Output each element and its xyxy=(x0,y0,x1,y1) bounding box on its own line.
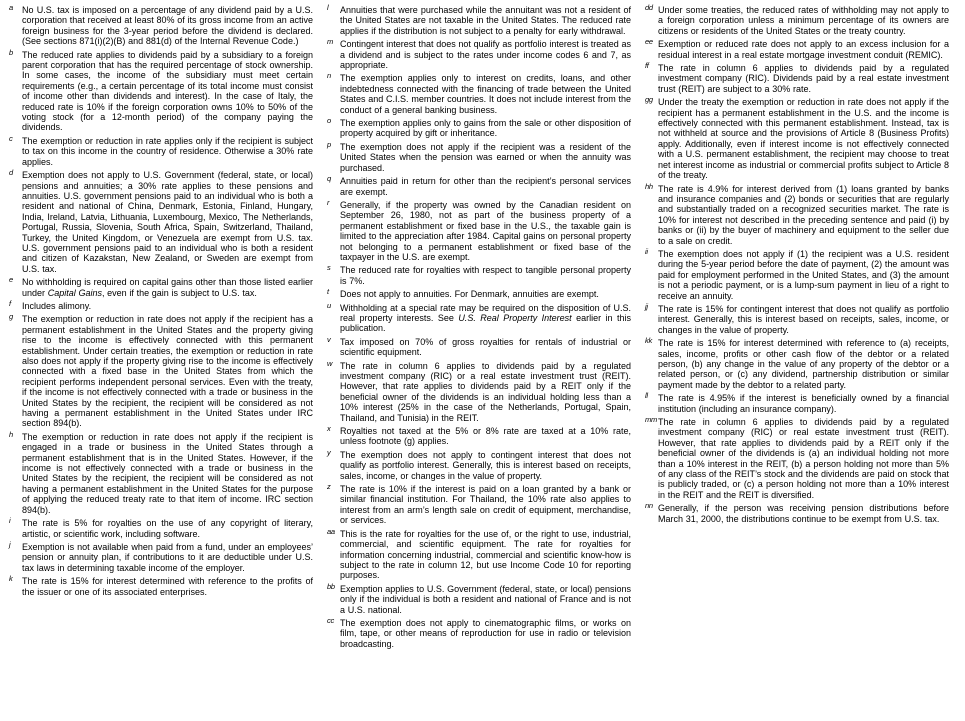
footnote-ll xyxy=(644,393,949,414)
footnote-marker: n xyxy=(327,71,331,81)
footnote-text: Includes alimony. xyxy=(22,300,92,311)
footnote-text: The rate in column 6 applies to dividends paid by a regulated investment company (RIC) or real estate investment trust (REIT). However, that rate applies to dividends paid by a REIT only if the beneficial owner of the dividends is (a) an individual holding not more than a 10% interest in the REIT, (b) a person holding not more than 5% of any class of the REIT’s stock and the dividends are paid on stock that is publicly traded, or (c) a person holding not more than a 10% interest in the REIT and the REIT is diversified. xyxy=(658,417,949,500)
footnote-text: Contingent interest that does not qualify as portfolio interest is treated as a dividend and is subject to the rates under income codes 6 and 7, as appropriate. xyxy=(340,39,631,71)
footnote-marker: gg xyxy=(645,95,653,105)
footnote-ff xyxy=(644,63,949,94)
footnote-text: Exemption or reduced rate does not apply to an excess inclusion for a residual interest in a real estate mortgage investment conduit (REMIC). xyxy=(658,39,949,60)
footnote-text: The exemption or reduction in rate does not apply if the recipient is engaged in a trade or business in the United States through a permanent establishment that is in the United States. However, if the income is not effectively connected with a trade or business in the United States by the recipient, the recipient will be considered as not having a permanent establishment in the United States for the purpose of applying the reduced treaty rate to that item of income. IRC section 894(b). xyxy=(22,431,313,515)
footnote-text: Withholding at a special rate may be required on the disposition of U.S. real property interests. See U.S. Real Property Interest earlier in this publication. xyxy=(340,302,632,334)
footnote-text: Annuities that were purchased while the annuitant was not a resident of the United States are not taxable in the United States. The reduced rate applies if the distribution is not subject to a penalty for early withdrawal. xyxy=(340,5,631,36)
footnote-kk xyxy=(644,338,949,390)
footnote-text: Royalties not taxed at the 5% or 8% rate are taxed at a 10% rate, unless footnote (g) applies. xyxy=(340,426,631,447)
footnote-m xyxy=(326,39,631,70)
footnote-gg xyxy=(644,97,949,180)
footnote-hh xyxy=(644,181,949,246)
footnote-marker: cc xyxy=(327,615,334,625)
footnote-marker: d xyxy=(9,168,13,178)
footnote-x xyxy=(326,426,631,447)
footnote-marker: f xyxy=(9,298,11,308)
footnote-marker: r xyxy=(327,197,330,207)
footnote-marker: a xyxy=(9,3,13,12)
footnote-marker: ee xyxy=(645,37,653,47)
footnote-d xyxy=(8,170,313,274)
footnote-marker: l xyxy=(327,3,329,12)
footnote-text: Generally, if the person was receiving pension distributions before March 31, 2000, the distributions continue to be exempt from U.S. tax. xyxy=(658,503,949,524)
footnote-marker: z xyxy=(327,482,331,492)
footnote-text: Under some treaties, the reduced rates of withholding may not apply to a foreign corporation unless a minimum percentage of its owners are citizens or residents of the United States or the treaty country. xyxy=(658,5,949,36)
footnote-g xyxy=(8,314,313,428)
footnote-ee xyxy=(644,39,949,60)
footnote-marker: c xyxy=(9,133,13,143)
footnote-h xyxy=(8,429,313,515)
footnote-column-2 xyxy=(326,5,631,717)
footnote-text: Annuities paid in return for other than the recipient’s personal services are exempt. xyxy=(340,176,631,197)
footnote-u xyxy=(326,300,632,334)
footnote-marker: o xyxy=(327,116,331,126)
footnote-text: Exemption is not available when paid from a fund, under an employees’ pension or annuity plan, if contributions to it are deductible under U.S. tax laws in determining taxable income of the employer. xyxy=(22,541,313,573)
footnote-cc xyxy=(326,615,631,649)
footnote-marker: jj xyxy=(645,301,648,311)
footnote-q xyxy=(326,176,631,197)
footnote-ii xyxy=(644,246,949,301)
footnote-text: The rate is 4.95% if the interest is beneficially owned by a financial institution (including an insurance company). xyxy=(658,393,949,414)
footnote-text: The exemption does not apply if (1) the recipient was a U.S. resident during the 5-year period before the date of payment, (2) the amount was paid for employment performed in the United States, and (3) the amount is not a periodic payment, or is a lump-sum payment in lieu of a right to receive an annuity. xyxy=(658,248,949,301)
footnote-text: The exemption does not apply to contingent interest that does not qualify as portfolio interest. Generally, this is interest based on receipts, sales, income, or changes in the value of property. xyxy=(340,449,631,481)
footnote-text: The rate is 15% for interest determined with reference to (a) receipts, sales, income, profits or other cash flow of the debtor or a related person, (b) any change in the value of any property of the debtor or a related person, or (c) any dividend, partnership distribution or similar payment made by the debtor to a related party. xyxy=(658,338,949,390)
footnote-t xyxy=(326,289,631,299)
footnote-mm xyxy=(644,417,949,500)
footnote-marker: aa xyxy=(327,526,335,536)
footnote-marker: b xyxy=(9,47,13,57)
footnote-text: The reduced rate for royalties with respect to tangible personal property is 7%. xyxy=(340,265,631,286)
footnote-j xyxy=(8,539,313,573)
footnote-w xyxy=(326,358,631,423)
footnote-column-3 xyxy=(644,5,949,717)
footnote-marker: h xyxy=(9,429,13,439)
footnote-text: The rate in column 6 applies to dividends paid by a regulated investment company (RIC) or a real estate investment trust (REIT). However, that rate applies to dividends paid by a REIT only if the beneficial owner of the dividends is an individual holding less than a 10% interest (25% in the case of the Netherlands, Portugal, Spain, Thailand, and Tunisia) in the REIT. xyxy=(340,360,631,423)
footnote-marker: hh xyxy=(645,181,653,191)
footnote-f xyxy=(8,298,313,311)
footnote-marker: i xyxy=(9,516,11,526)
footnote-marker: ff xyxy=(645,61,649,71)
footnote-text: The rate is 10% if the interest is paid on a loan granted by a bank or similar financial institution. For Thailand, the 10% rate also applies to interest from an arm’s length sale on credit of equipment, merchandise, or services. xyxy=(340,484,631,526)
footnote-marker: m xyxy=(327,37,333,47)
footnote-o xyxy=(326,118,631,139)
footnote-v xyxy=(326,334,631,358)
footnote-text: Tax imposed on 70% of gross royalties for rentals of industrial or scientific equipment. xyxy=(340,336,631,358)
footnote-marker: y xyxy=(327,447,331,457)
footnote-text: The exemption or reduction in rate applies only if the recipient is subject to tax on this income in the country of residence. Otherwise a 30% rate applies. xyxy=(22,135,313,167)
footnote-marker: w xyxy=(327,358,333,368)
footnote-a xyxy=(8,5,313,47)
footnote-marker: j xyxy=(9,539,11,549)
footnote-i xyxy=(8,518,313,539)
footnote-s xyxy=(326,265,631,286)
footnote-column-1 xyxy=(8,5,313,717)
footnote-marker: nn xyxy=(645,501,653,511)
footnote-marker: ii xyxy=(645,246,648,256)
footnote-marker: g xyxy=(9,312,13,322)
footnote-text: The exemption applies only to interest on credits, loans, and other indebtedness connected with the financing of trade between the United States and C.I.S. member countries. It does not include interest from the conduct of a general banking business. xyxy=(340,73,631,115)
footnote-text: The rate in column 6 applies to dividends paid by a regulated investment company (RIC). Dividends paid by a real estate investment trust (REIT) are subject to a 30% rate. xyxy=(658,63,949,94)
footnote-text: Exemption applies to U.S. Government (federal, state, or local) pensions only if the individual is both a resident and national of France and is not a U.S. national. xyxy=(340,583,631,615)
footnote-z xyxy=(326,484,631,526)
footnote-marker: bb xyxy=(327,581,335,591)
footnote-k xyxy=(8,576,313,597)
footnote-text: The rate is 15% for contingent interest that does not qualify as portfolio interest. Generally, this is interest based on receipts, sales, income, or changes in the value of property. xyxy=(658,303,949,335)
footnote-text: No withholding is required on capital gains other than those listed earlier under Capital Gains, even if the gain is subject to U.S. tax. xyxy=(22,277,313,298)
footnote-text: No U.S. tax is imposed on a percentage of any dividend paid by a U.S. corporation that received at least 80% of its gross income from an active foreign business for the 3-year period before the dividend is declared. (See sections 871(i)(2)(B) and 881(d) of the Internal Revenue Code.) xyxy=(22,5,313,47)
footnote-text: Exemption does not apply to U.S. Government (federal, state, or local) pensions and annuities; a 30% rate applies to these pensions and annuities. U.S. government pensions paid to an individual who is both a resident and national of China, Denmark, Estonia, Finland, Hungary, India, Ireland, Latvia, Lithuania, Luxembourg, Mexico, The Netherlands, Portugal, Russia, Slovenia, South Africa, Spain, Switzerland, Thailand, Turkey, the United Kingdom, or Venezuela are exempt from U.S. tax. U.S. government pensions paid to an individual who is both a resident and citizen of Kazakstan, New Zealand, or Sweden are exempt from U.S. tax. xyxy=(22,170,313,274)
footnote-text: The exemption does not apply to cinematographic films, or works on film, tape, or other means of reproduction for use in radio or television broadcasting. xyxy=(340,617,631,649)
footnote-marker: x xyxy=(327,424,331,434)
footnote-marker: kk xyxy=(645,336,652,346)
footnote-jj xyxy=(644,301,949,335)
footnote-text: The rate is 15% for interest determined with reference to the profits of the issuer or one of its associated enterprises. xyxy=(22,576,313,597)
footnote-marker: q xyxy=(327,174,331,184)
footnote-marker: v xyxy=(327,334,331,344)
footnote-nn xyxy=(644,503,949,524)
footnote-text: Under the treaty the exemption or reduction in rate does not apply if the recipient has a permanent establishment in the U.S. and the income is effectively connected with this permanent establishment. Instead, tax is not withheld at source and the provisions of Article 8 (Business Profits) apply. Additionally, even if interest income is not effectively connected with a U.S. permanent establishment, the recipient may choose to treat net interest income as industrial or commercial profits subject to Article 8 of the treaty. xyxy=(658,97,949,181)
footnote-text: This is the rate for royalties for the use of, or the right to use, industrial, commercial, and scientific equipment. The rate for royalties for information concerning industrial, commercial and scientific know-how is subject to the rate in column 12, but use Income Code 10 for reporting purposes. xyxy=(340,528,631,581)
footnote-text: The rate is 5% for royalties on the use of any copyright of literary, artistic, or scientific work, including software. xyxy=(22,518,313,539)
footnote-marker: p xyxy=(327,139,331,149)
footnote-marker: mm xyxy=(645,415,657,425)
footnote-n xyxy=(326,73,631,115)
footnote-text: The reduced rate applies to dividends paid by a subsidiary to a foreign parent corporation that has the required percentage of stock ownership. In some cases, the income of the subsidiary must meet certain requirements (e.g., a certain percentage of its total income must consist of income other than dividends and interest). In the case of Italy, the reduced rate is 10% if the foreign corporation owns 10% to 50% of the voting stock (for a 12-month period) of the company paying the dividends. xyxy=(22,49,313,133)
footnote-aa xyxy=(326,526,631,581)
footnote-b xyxy=(8,47,313,133)
footnote-marker: u xyxy=(327,300,331,310)
footnote-e xyxy=(8,277,313,298)
footnote-y xyxy=(326,447,631,481)
footnote-marker: ll xyxy=(645,391,648,401)
footnote-bb xyxy=(326,581,631,615)
footnote-r xyxy=(326,197,631,262)
footnote-c xyxy=(8,133,313,167)
footnote-text: Does not apply to annuities. For Denmark, annuities are exempt. xyxy=(340,289,599,300)
footnote-text: The exemption does not apply if the recipient was a resident of the United States when the pension was earned or when the annuity was purchased. xyxy=(340,141,631,173)
footnote-marker: dd xyxy=(645,3,653,12)
footnote-dd xyxy=(644,5,949,36)
footnote-text: The exemption or reduction in rate does not apply if the recipient has a permanent establishment in the United States and the property giving rise to the income is effectively connected with this permanent establishment. Under certain treaties, the exemption or reduction in rate also does not apply if the property giving rise to the income is effectively connected with a fixed base in the United States from which the recipient performs independent personal services. Even with the treaty, if the income is not effectively connected with a trade or business in the United States by the recipient, the recipient will be considered as not having a permanent establishment in the United States under IRC section 894(b). xyxy=(22,314,313,429)
footnote-text: Generally, if the property was owned by the Canadian resident on September 26, 1980, not as part of the business property of a permanent establishment or fixed base in the U.S., the taxable gain is limited to the appreciation after 1984. Capital gains on personal property not belonging to a permanent establishment or fixed base of the taxpayer in the U.S. are exempt. xyxy=(340,199,631,262)
footnote-marker: k xyxy=(9,574,13,584)
footnote-marker: s xyxy=(327,263,331,273)
footnote-text: The exemption applies only to gains from the sale or other disposition of property acquired by gift or inheritance. xyxy=(340,118,631,139)
footnote-marker: e xyxy=(9,275,13,285)
footnote-marker: t xyxy=(327,287,329,297)
footnote-text: The rate is 4.9% for interest derived from (1) loans granted by banks and insurance companies and (2) bonds or securities that are regularly and substantially traded on a recognized securities market. The rate is 10% for interest not described in the preceding sentence and paid (i) by banks or (ii) by the buyer of machinery and equipment to the seller due to a sale on credit. xyxy=(658,183,949,246)
footnote-p xyxy=(326,139,631,173)
footnote-l xyxy=(326,5,631,36)
